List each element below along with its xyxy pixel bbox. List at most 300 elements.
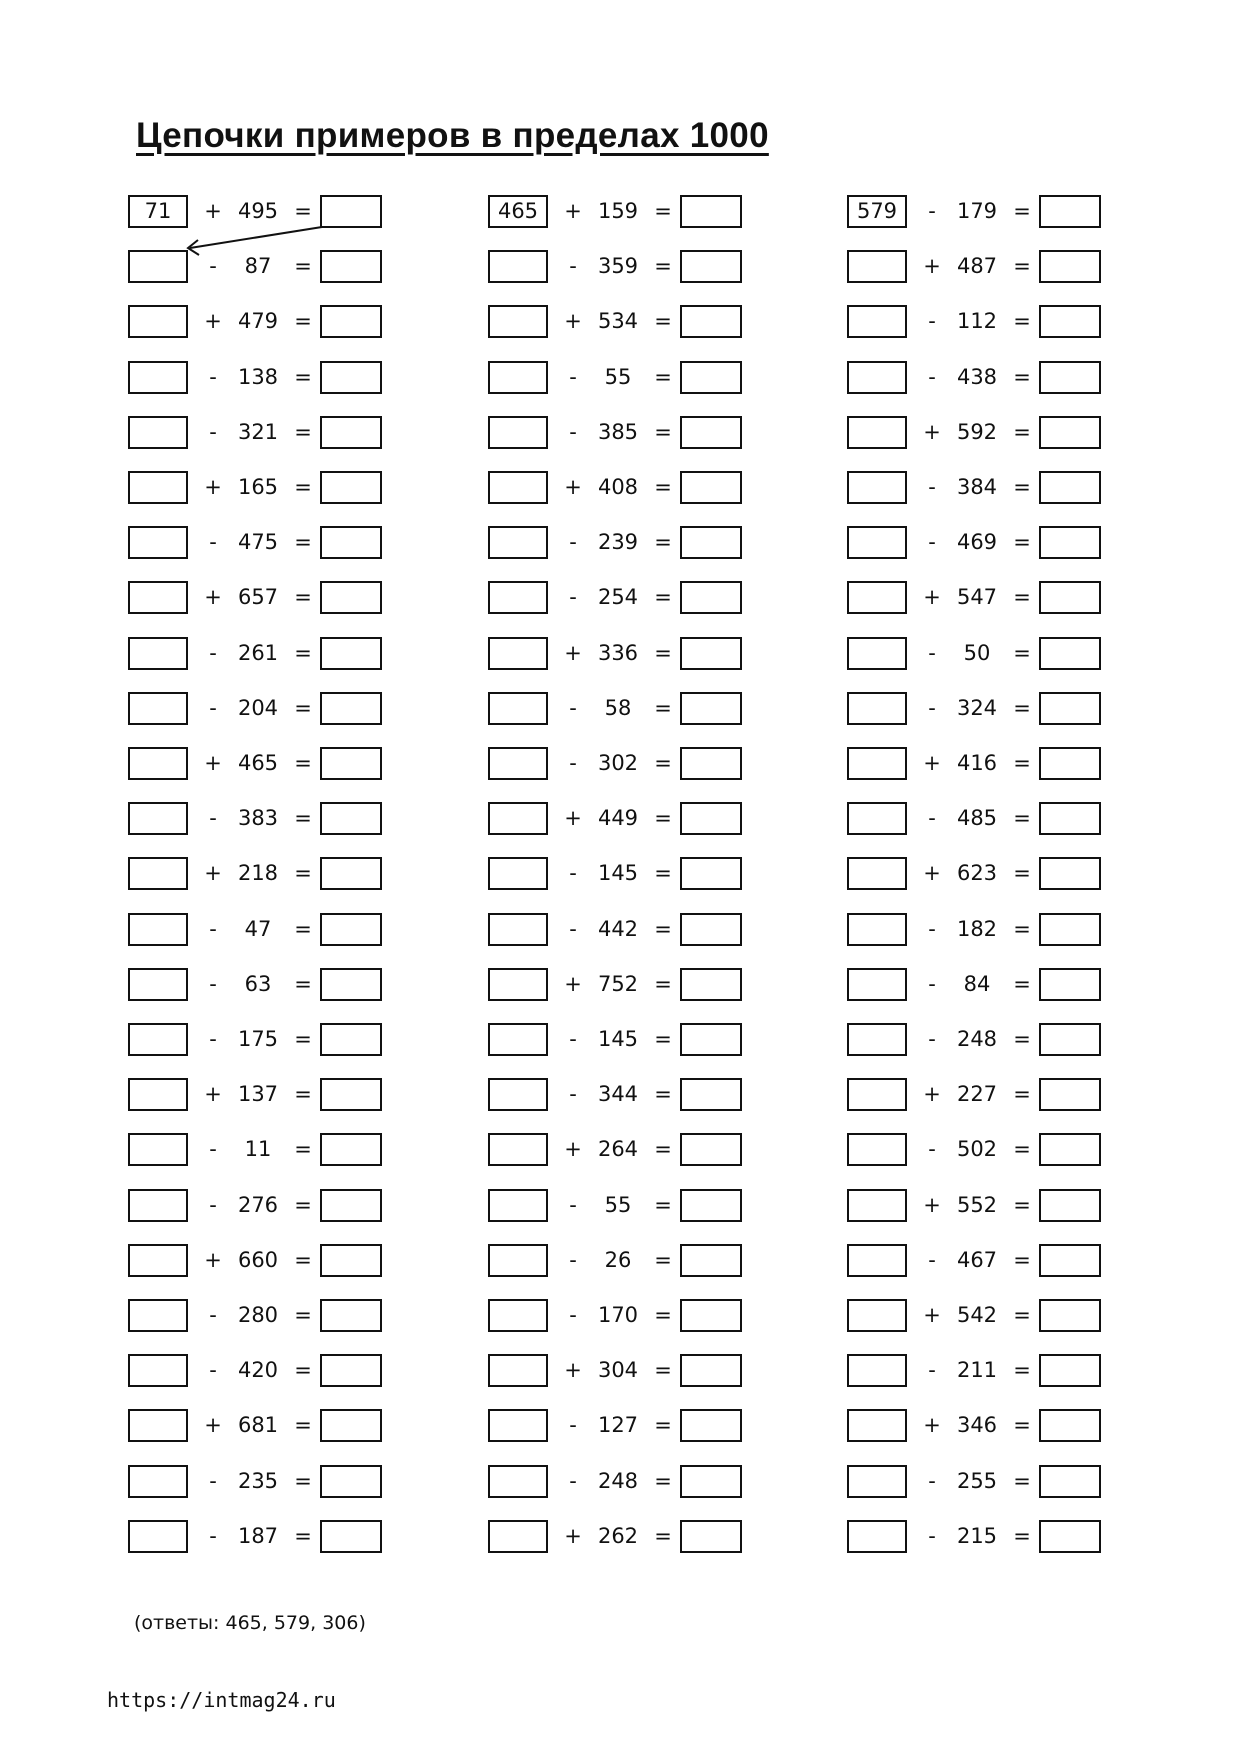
operand-number: 302 (597, 751, 639, 775)
equals-sign: = (294, 972, 312, 996)
operator-sign: + (923, 585, 941, 609)
operand-number: 87 (244, 254, 272, 278)
input-box[interactable] (847, 1299, 907, 1332)
operand-number: 261 (237, 641, 279, 665)
exercise-row (128, 1520, 388, 1554)
operand-number: 465 (237, 751, 279, 775)
exercise-row (847, 747, 1107, 781)
exercise-row (847, 305, 1107, 339)
operand-number: 211 (956, 1358, 998, 1382)
input-box[interactable] (847, 1244, 907, 1277)
equals-sign: = (654, 1193, 672, 1217)
exercise-row (128, 581, 388, 615)
input-box[interactable] (128, 1133, 188, 1166)
input-box[interactable] (847, 526, 907, 559)
answer-box[interactable] (320, 913, 382, 946)
operator-sign: - (569, 420, 577, 444)
operand-number: 384 (956, 475, 998, 499)
input-box[interactable] (488, 1465, 548, 1498)
input-box[interactable] (847, 1023, 907, 1056)
input-box[interactable] (128, 913, 188, 946)
input-box[interactable] (128, 1244, 188, 1277)
answer-box[interactable] (320, 692, 382, 725)
operand-number: 112 (956, 309, 998, 333)
exercise-row (128, 637, 388, 671)
answer-box[interactable] (320, 305, 382, 338)
operator-sign: + (564, 199, 582, 223)
input-box[interactable] (128, 692, 188, 725)
input-box[interactable] (488, 250, 548, 283)
input-box[interactable] (847, 857, 907, 890)
answer-box[interactable] (680, 913, 742, 946)
equals-sign: = (294, 585, 312, 609)
exercise-row (488, 802, 748, 836)
operand-number: 304 (597, 1358, 639, 1382)
input-box[interactable] (488, 857, 548, 890)
answer-box[interactable] (320, 471, 382, 504)
answer-box[interactable] (1039, 195, 1101, 228)
answer-box[interactable] (320, 1520, 382, 1553)
answer-box[interactable] (680, 747, 742, 780)
exercise-row (847, 1189, 1107, 1223)
operator-sign: - (569, 1027, 577, 1051)
equals-sign: = (654, 641, 672, 665)
exercise-row (128, 968, 388, 1002)
equals-sign: = (654, 1082, 672, 1106)
operator-sign: - (569, 1082, 577, 1106)
answer-box[interactable] (680, 1299, 742, 1332)
answer-box[interactable] (320, 637, 382, 670)
input-box[interactable] (847, 471, 907, 504)
equals-sign: = (1013, 861, 1031, 885)
operand-number: 592 (956, 420, 998, 444)
input-box[interactable] (128, 1299, 188, 1332)
input-box[interactable] (128, 1189, 188, 1222)
operator-sign: + (204, 751, 222, 775)
input-box[interactable] (128, 857, 188, 890)
exercise-row (488, 526, 748, 560)
answer-box[interactable] (1039, 1465, 1101, 1498)
exercise-row (488, 1354, 748, 1388)
exercise-row (128, 1078, 388, 1112)
input-box[interactable] (488, 1354, 548, 1387)
operand-number: 280 (237, 1303, 279, 1327)
input-box[interactable] (128, 1520, 188, 1553)
input-box[interactable] (847, 637, 907, 670)
input-box[interactable] (128, 1409, 188, 1442)
operator-sign: - (928, 309, 936, 333)
answer-box[interactable] (1039, 581, 1101, 614)
answer-box[interactable] (680, 1354, 742, 1387)
operand-number: 11 (244, 1137, 272, 1161)
equals-sign: = (654, 917, 672, 941)
answer-box[interactable] (320, 1078, 382, 1111)
exercise-row (128, 1189, 388, 1223)
operand-number: 324 (956, 696, 998, 720)
input-box[interactable] (128, 305, 188, 338)
input-box[interactable] (847, 305, 907, 338)
input-box[interactable] (847, 1465, 907, 1498)
operator-sign: + (923, 1303, 941, 1327)
start-number-box: 579 (847, 195, 907, 228)
operand-number: 215 (956, 1524, 998, 1548)
operator-sign: - (209, 1524, 217, 1548)
answer-box[interactable] (1039, 416, 1101, 449)
answer-box[interactable] (320, 1465, 382, 1498)
answer-box[interactable] (320, 857, 382, 890)
answer-box[interactable] (320, 416, 382, 449)
equals-sign: = (1013, 751, 1031, 775)
input-box[interactable] (128, 802, 188, 835)
equals-sign: = (294, 1303, 312, 1327)
exercise-row (488, 747, 748, 781)
input-box[interactable] (847, 913, 907, 946)
input-box[interactable] (847, 968, 907, 1001)
input-box[interactable] (128, 361, 188, 394)
exercise-row (128, 250, 388, 284)
equals-sign: = (294, 1248, 312, 1272)
operator-sign: - (209, 254, 217, 278)
operator-sign: - (569, 1469, 577, 1493)
operand-number: 479 (237, 309, 279, 333)
input-box[interactable] (128, 1465, 188, 1498)
exercise-row (847, 361, 1107, 395)
equals-sign: = (654, 530, 672, 554)
equals-sign: = (1013, 1082, 1031, 1106)
input-box[interactable] (488, 1520, 548, 1553)
operand-number: 547 (956, 585, 998, 609)
equals-sign: = (654, 199, 672, 223)
input-box[interactable] (128, 968, 188, 1001)
answer-box[interactable] (680, 1023, 742, 1056)
answer-box[interactable] (320, 1133, 382, 1166)
answer-box[interactable] (680, 361, 742, 394)
exercise-row (128, 195, 388, 229)
equals-sign: = (294, 806, 312, 830)
input-box[interactable] (847, 1520, 907, 1553)
answer-box[interactable] (320, 1023, 382, 1056)
answer-box[interactable] (320, 195, 382, 228)
answer-box[interactable] (320, 581, 382, 614)
operand-number: 502 (956, 1137, 998, 1161)
answer-box[interactable] (320, 526, 382, 559)
exercise-row (128, 1133, 388, 1167)
exercise-row (847, 1244, 1107, 1278)
input-box[interactable] (847, 250, 907, 283)
exercise-row (488, 637, 748, 671)
equals-sign: = (294, 475, 312, 499)
equals-sign: = (294, 420, 312, 444)
operand-number: 182 (956, 917, 998, 941)
answer-box[interactable] (320, 1244, 382, 1277)
answer-box[interactable] (320, 361, 382, 394)
input-box[interactable] (847, 1189, 907, 1222)
operator-sign: + (204, 1082, 222, 1106)
operand-number: 623 (956, 861, 998, 885)
answer-box[interactable] (680, 1078, 742, 1111)
operator-sign: + (204, 1413, 222, 1437)
input-box[interactable] (847, 802, 907, 835)
input-box[interactable] (847, 747, 907, 780)
exercise-row (128, 361, 388, 395)
operand-number: 495 (237, 199, 279, 223)
input-box[interactable] (847, 1078, 907, 1111)
operator-sign: + (204, 199, 222, 223)
operand-number: 218 (237, 861, 279, 885)
input-box[interactable] (847, 1354, 907, 1387)
input-box[interactable] (128, 1354, 188, 1387)
answer-box[interactable] (1039, 526, 1101, 559)
answer-box[interactable] (320, 802, 382, 835)
answer-box[interactable] (1039, 913, 1101, 946)
equals-sign: = (654, 806, 672, 830)
answer-box[interactable] (1039, 1354, 1101, 1387)
footer-url[interactable]: https://intmag24.ru (107, 1688, 336, 1712)
operator-sign: + (923, 254, 941, 278)
operator-sign: - (928, 1248, 936, 1272)
input-box[interactable] (488, 361, 548, 394)
equals-sign: = (294, 199, 312, 223)
equals-sign: = (1013, 1469, 1031, 1493)
answer-box[interactable] (1039, 1189, 1101, 1222)
input-box[interactable] (488, 802, 548, 835)
answer-box[interactable] (1039, 1078, 1101, 1111)
operator-sign: - (928, 1027, 936, 1051)
input-box[interactable] (488, 1078, 548, 1111)
answer-box[interactable] (680, 692, 742, 725)
operand-number: 681 (237, 1413, 279, 1437)
exercise-row (847, 802, 1107, 836)
input-box[interactable] (128, 637, 188, 670)
equals-sign: = (1013, 972, 1031, 996)
input-box[interactable] (488, 1409, 548, 1442)
operator-sign: - (209, 972, 217, 996)
operand-number: 321 (237, 420, 279, 444)
input-box[interactable] (488, 305, 548, 338)
exercise-row (128, 471, 388, 505)
operand-number: 485 (956, 806, 998, 830)
answer-box[interactable] (1039, 361, 1101, 394)
operand-number: 227 (956, 1082, 998, 1106)
answer-box[interactable] (1039, 1133, 1101, 1166)
input-box[interactable] (847, 692, 907, 725)
answer-box[interactable] (320, 1299, 382, 1332)
input-box[interactable] (488, 1023, 548, 1056)
answer-box[interactable] (1039, 471, 1101, 504)
equals-sign: = (1013, 1137, 1031, 1161)
operand-number: 50 (963, 641, 991, 665)
input-box[interactable] (488, 637, 548, 670)
input-box[interactable] (128, 250, 188, 283)
operator-sign: + (923, 861, 941, 885)
answer-box[interactable] (1039, 1244, 1101, 1277)
operator-sign: - (209, 641, 217, 665)
operand-number: 442 (597, 917, 639, 941)
equals-sign: = (294, 751, 312, 775)
answer-box[interactable] (680, 1189, 742, 1222)
operand-number: 264 (597, 1137, 639, 1161)
answer-box[interactable] (680, 250, 742, 283)
answer-box[interactable] (320, 747, 382, 780)
answer-box[interactable] (1039, 802, 1101, 835)
exercise-row (847, 416, 1107, 450)
operand-number: 467 (956, 1248, 998, 1272)
exercise-row (488, 1244, 748, 1278)
input-box[interactable] (847, 361, 907, 394)
operator-sign: - (209, 420, 217, 444)
answer-box[interactable] (680, 581, 742, 614)
answer-box[interactable] (320, 1354, 382, 1387)
answer-box[interactable] (680, 968, 742, 1001)
input-box[interactable] (128, 471, 188, 504)
answer-box[interactable] (680, 195, 742, 228)
exercise-row (128, 416, 388, 450)
input-box[interactable] (488, 416, 548, 449)
equals-sign: = (1013, 475, 1031, 499)
operand-number: 262 (597, 1524, 639, 1548)
operator-sign: - (569, 365, 577, 389)
answer-box[interactable] (1039, 1520, 1101, 1553)
operator-sign: - (928, 1469, 936, 1493)
equals-sign: = (1013, 1248, 1031, 1272)
answer-box[interactable] (320, 1189, 382, 1222)
operand-number: 475 (237, 530, 279, 554)
input-box[interactable] (488, 1189, 548, 1222)
answer-box[interactable] (1039, 747, 1101, 780)
answer-box[interactable] (680, 1520, 742, 1553)
operator-sign: - (209, 365, 217, 389)
answer-box[interactable] (1039, 1299, 1101, 1332)
answer-box[interactable] (680, 1244, 742, 1277)
operator-sign: + (923, 751, 941, 775)
input-box[interactable] (128, 1078, 188, 1111)
input-box[interactable] (128, 581, 188, 614)
answer-box[interactable] (680, 1133, 742, 1166)
equals-sign: = (294, 1469, 312, 1493)
equals-sign: = (1013, 1413, 1031, 1437)
operator-sign: - (569, 1413, 577, 1437)
answer-box[interactable] (1039, 250, 1101, 283)
operand-number: 235 (237, 1469, 279, 1493)
equals-sign: = (1013, 365, 1031, 389)
input-box[interactable] (847, 416, 907, 449)
operand-number: 359 (597, 254, 639, 278)
input-box[interactable] (128, 416, 188, 449)
equals-sign: = (654, 1303, 672, 1327)
input-box[interactable] (128, 747, 188, 780)
answer-box[interactable] (680, 802, 742, 835)
answer-box[interactable] (320, 1409, 382, 1442)
input-box[interactable] (488, 1244, 548, 1277)
input-box[interactable] (488, 581, 548, 614)
operand-number: 165 (237, 475, 279, 499)
exercise-row (847, 968, 1107, 1002)
answer-box[interactable] (680, 471, 742, 504)
operand-number: 55 (604, 365, 632, 389)
operator-sign: + (204, 309, 222, 333)
worksheet-title: Цепочки примеров в пределах 1000 (136, 116, 769, 155)
equals-sign: = (654, 1027, 672, 1051)
answer-box[interactable] (1039, 305, 1101, 338)
input-box[interactable] (847, 1409, 907, 1442)
equals-sign: = (1013, 917, 1031, 941)
equals-sign: = (654, 1469, 672, 1493)
operator-sign: + (564, 641, 582, 665)
answer-box[interactable] (680, 416, 742, 449)
input-box[interactable] (488, 526, 548, 559)
input-box[interactable] (488, 968, 548, 1001)
answer-box[interactable] (320, 968, 382, 1001)
input-box[interactable] (488, 913, 548, 946)
operand-number: 385 (597, 420, 639, 444)
exercise-row (847, 1133, 1107, 1167)
equals-sign: = (654, 751, 672, 775)
input-box[interactable] (488, 471, 548, 504)
input-box[interactable] (128, 526, 188, 559)
operator-sign: - (209, 1358, 217, 1382)
answer-box[interactable] (1039, 968, 1101, 1001)
answer-box[interactable] (1039, 1023, 1101, 1056)
operand-number: 487 (956, 254, 998, 278)
exercise-row (847, 1078, 1107, 1112)
operand-number: 552 (956, 1193, 998, 1217)
exercise-row (488, 1023, 748, 1057)
operand-number: 449 (597, 806, 639, 830)
answer-box[interactable] (1039, 857, 1101, 890)
input-box[interactable] (847, 581, 907, 614)
input-box[interactable] (488, 1299, 548, 1332)
operator-sign: - (209, 806, 217, 830)
equals-sign: = (654, 254, 672, 278)
operand-number: 187 (237, 1524, 279, 1548)
answer-box[interactable] (680, 1465, 742, 1498)
exercise-row (128, 1023, 388, 1057)
operator-sign: + (204, 475, 222, 499)
answer-box[interactable] (680, 857, 742, 890)
input-box[interactable] (488, 692, 548, 725)
equals-sign: = (294, 365, 312, 389)
exercise-row (847, 1023, 1107, 1057)
answer-box[interactable] (320, 250, 382, 283)
operator-sign: - (928, 1358, 936, 1382)
exercise-row (488, 1299, 748, 1333)
exercise-row (847, 250, 1107, 284)
answer-box[interactable] (1039, 692, 1101, 725)
operand-number: 383 (237, 806, 279, 830)
equals-sign: = (294, 1082, 312, 1106)
answer-box[interactable] (680, 637, 742, 670)
operand-number: 58 (604, 696, 632, 720)
exercise-row (488, 581, 748, 615)
answer-box[interactable] (680, 1409, 742, 1442)
operator-sign: + (923, 1082, 941, 1106)
operand-number: 55 (604, 1193, 632, 1217)
equals-sign: = (294, 530, 312, 554)
answer-box[interactable] (1039, 1409, 1101, 1442)
answer-box[interactable] (680, 526, 742, 559)
input-box[interactable] (847, 1133, 907, 1166)
operand-number: 239 (597, 530, 639, 554)
equals-sign: = (1013, 806, 1031, 830)
input-box[interactable] (488, 1133, 548, 1166)
operator-sign: + (564, 1137, 582, 1161)
input-box[interactable] (128, 1023, 188, 1056)
answer-box[interactable] (680, 305, 742, 338)
equals-sign: = (654, 585, 672, 609)
input-box[interactable] (488, 747, 548, 780)
exercise-row (128, 526, 388, 560)
answer-box[interactable] (1039, 637, 1101, 670)
